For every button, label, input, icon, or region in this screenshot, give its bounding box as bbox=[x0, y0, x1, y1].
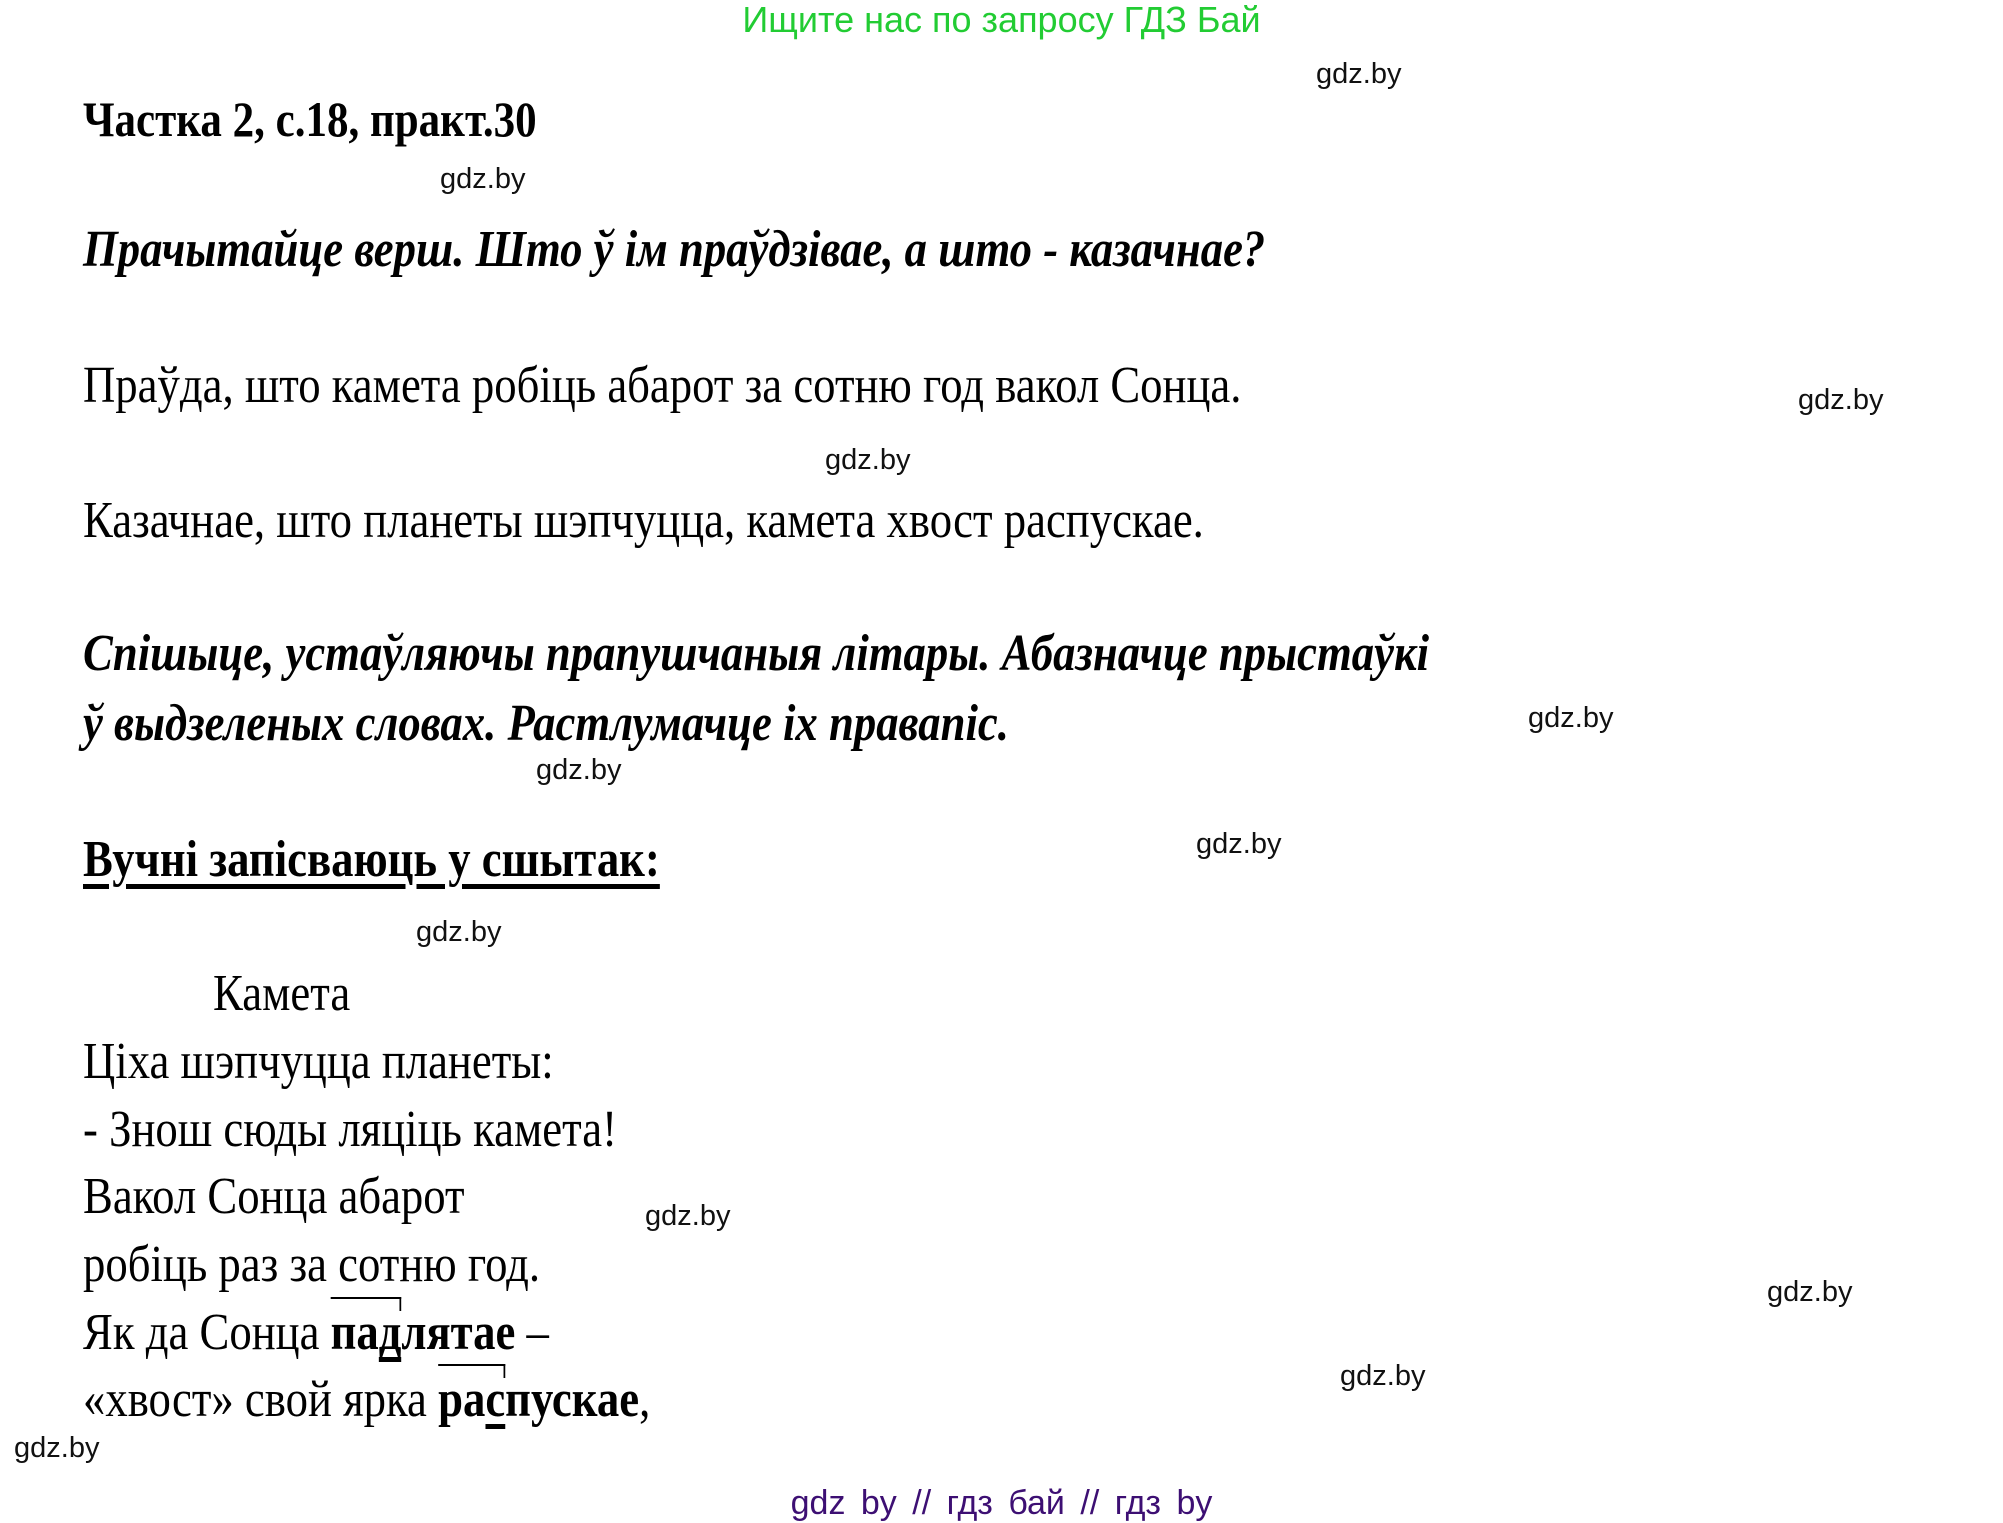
watermark: gdz.by bbox=[645, 1200, 731, 1232]
answer-fiction: Казачнае, што планеты шэпчуцца, камета хвост распускае. bbox=[83, 492, 1204, 549]
prefix-mark: рас bbox=[438, 1371, 506, 1428]
task-question-2-line-2: ў выдзеленых словах. Растлумачце іх правапіс. bbox=[83, 695, 1009, 752]
poem-line: Ціха шэпчуцца планеты: bbox=[83, 1033, 554, 1090]
poem-line: - Знош сюды ляціць камета! bbox=[83, 1101, 617, 1158]
search-banner[interactable]: Ищите нас по запросу ГДЗ Бай bbox=[742, 0, 1261, 40]
task-question-1: Прачытайце верш. Што ў ім праўдзівае, а што - казачнае? bbox=[83, 221, 1266, 278]
watermark: gdz.by bbox=[1340, 1360, 1426, 1392]
answer-truth: Праўда, што камета робіць абарот за сотню год вакол Сонца. bbox=[83, 357, 1242, 414]
poem-title: Камета bbox=[213, 965, 351, 1022]
watermark: gdz.by bbox=[14, 1432, 100, 1464]
task-question-2-line-1: Спішыце, устаўляючы прапушчаныя літары. Абазначце прыстаўкі bbox=[83, 625, 1430, 682]
poem-text: – bbox=[515, 1304, 549, 1361]
notebook-heading: Вучні запісваюць у сшытак: bbox=[83, 831, 660, 888]
inserted-letter: с bbox=[485, 1371, 506, 1428]
watermark: gdz.by bbox=[1316, 58, 1402, 90]
footer-links[interactable]: gdz by // гдз бай // гдз by bbox=[790, 1484, 1213, 1522]
page-title: Частка 2, с.18, практ.30 bbox=[83, 91, 537, 147]
poem-text: «хвост» свой ярка bbox=[83, 1371, 439, 1428]
poem-line: робіць раз за сотню год. bbox=[83, 1236, 541, 1293]
watermark: gdz.by bbox=[1798, 384, 1884, 416]
watermark: gdz.by bbox=[1528, 702, 1614, 734]
poem-text: Як да Сонца bbox=[83, 1304, 331, 1361]
poem-line: Вакол Сонца абарот bbox=[83, 1168, 465, 1225]
highlighted-word-raspuskae: распускае bbox=[438, 1371, 640, 1428]
watermark: gdz.by bbox=[825, 444, 911, 476]
poem-line-padlyatae bbox=[83, 1303, 549, 1362]
watermark: gdz.by bbox=[1196, 828, 1282, 860]
inserted-letter: д bbox=[378, 1304, 402, 1361]
watermark: gdz.by bbox=[1767, 1276, 1853, 1308]
watermark: gdz.by bbox=[440, 163, 526, 195]
watermark: gdz.by bbox=[536, 754, 622, 786]
poem-line-raspuskae bbox=[83, 1370, 650, 1429]
highlighted-word-padlyatae: падлятае bbox=[330, 1304, 516, 1361]
watermark: gdz.by bbox=[416, 916, 502, 948]
prefix-mark: пад bbox=[330, 1304, 402, 1361]
poem-text: , bbox=[639, 1371, 651, 1428]
